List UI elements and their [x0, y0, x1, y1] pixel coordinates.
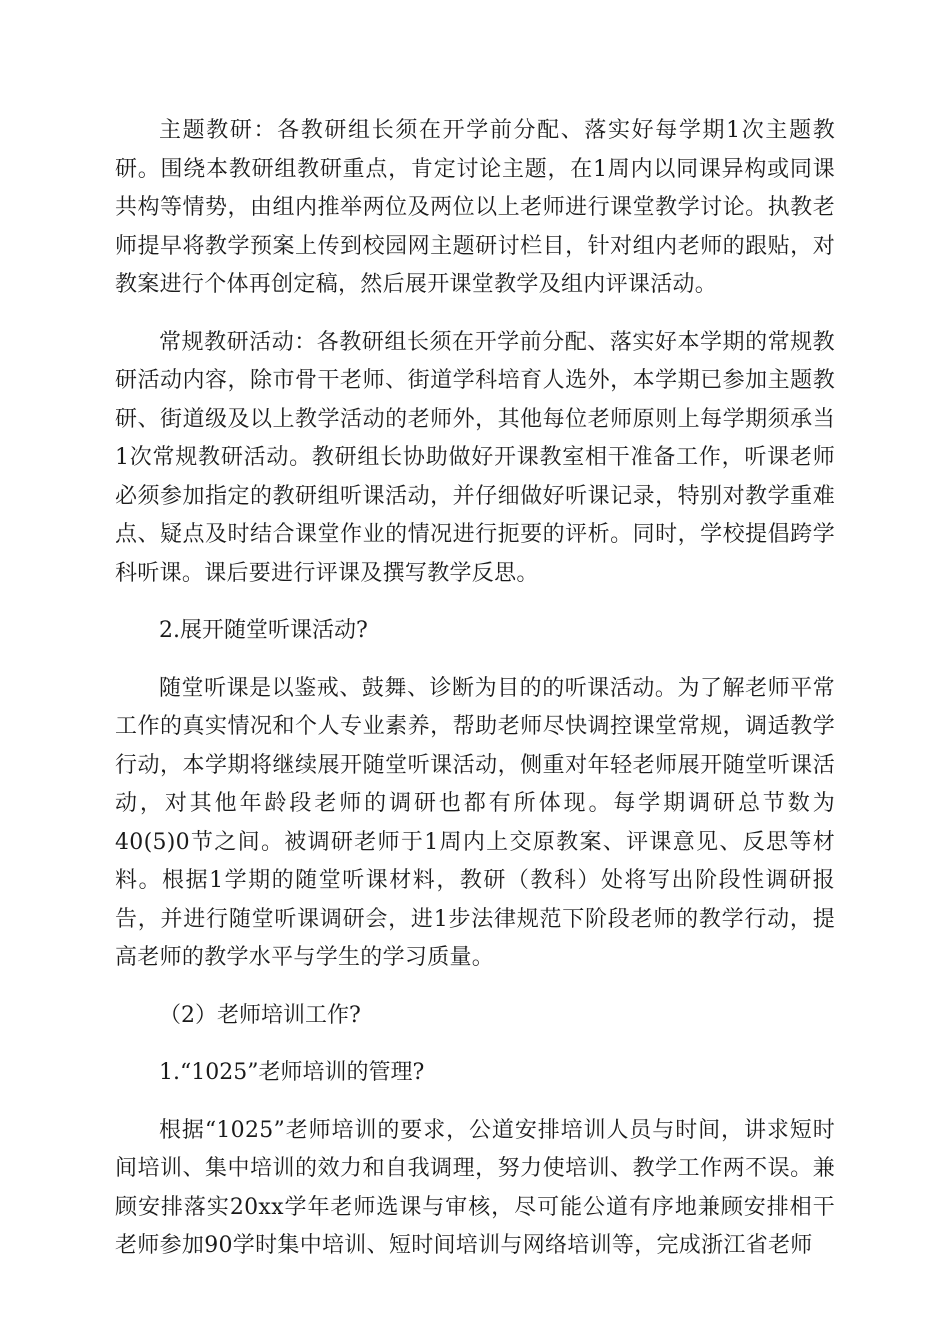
heading-classroom-observation: 2.展开随堂听课活动? [159, 618, 368, 643]
heading-teacher-training: （2）老师培训工作? [159, 1002, 361, 1028]
document-body [115, 112, 835, 1285]
paragraph-theme-research: 主题教研：各教研组长须在开学前分配、落实好每学期1次主题教研。围绕本教研组教研重点，肯定讨论主题，在1周内以同课异构或同课共构等情势，由组内推举两位及两位以上老师进行课堂教学讨论。执教老师提早将教学预案上传到校园网主题研讨栏目，针对组内老师的跟贴，对教案进行个体再创定稿，然后展开课堂教学及组内评课活动。 [115, 118, 835, 297]
paragraph-routine-research: 常规教研活动：各教研组长须在开学前分配、落实好本学期的常规教研活动内容，除市骨干老师、街道学科培育人选外，本学期已参加主题教研、街道级及以上教学活动的老师外，其他每位老师原则上每学期须承当1次常规教研活动。教研组长协助做好开课教室相干准备工作，听课老师必须参加指定的教研组听课活动，并仔细做好听课记录，特别对教学重难点、疑点及时结合课堂作业的情况进行扼要的评析。同时，学校提倡跨学科听课。课后要进行评课及撰写教学反思。 [115, 329, 835, 586]
paragraph-classroom-observation: 随堂听课是以鉴戒、鼓舞、诊断为目的的听课活动。为了解老师平常工作的真实情况和个人专业素养，帮助老师尽快调控课堂常规，调适教学行动，本学期将继续展开随堂听课活动，侧重对年轻老师展开随堂听课活动，对其他年龄段老师的调研也都有所体现。每学期调研总节数为40(5)0节之间。被调研老师于1周内上交原教案、评课意见、反思等材料。根据1学期的随堂听课材料，教研（教科）处将写出阶段性调研报告，并进行随堂听课调研会，进1步法律规范下阶段老师的教学行动，提高老师的教学水平与学生的学习质量。 [115, 675, 835, 970]
heading-1025-training: 1.“1025”老师培训的管理? [159, 1060, 425, 1085]
paragraph-1025-training: 根据“1025”老师培训的要求，公道安排培训人员与时间，讲求短时间培训、集中培训的效力和自我调理，努力使培训、教学工作两不误。兼顾安排落实20xx学年老师选课与审核，尽可能公道有序地兼顾安排相干老师参加90学时集中培训、短时间培训与网络培训等，完成浙江省老师 [115, 1117, 835, 1258]
